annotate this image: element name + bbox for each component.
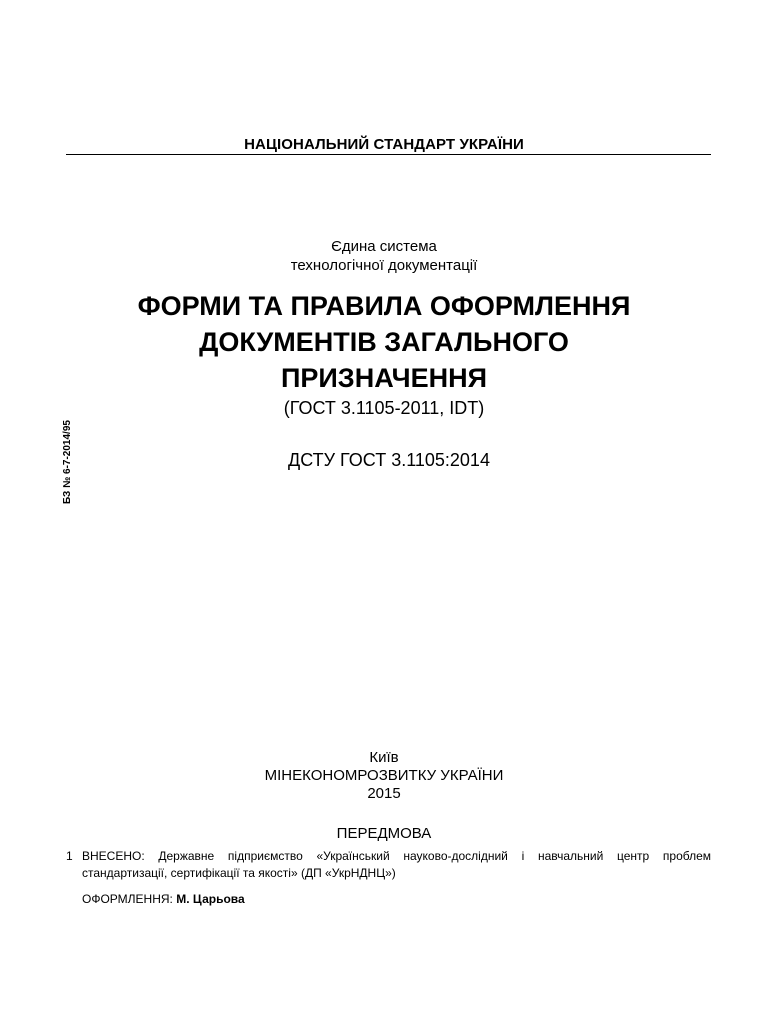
publisher-city: Київ [369, 749, 399, 766]
title-line-3: ПРИЗНАЧЕННЯ [280, 363, 488, 393]
foreword-heading: ПЕРЕДМОВА [336, 825, 432, 842]
series-line-1: Єдина система [331, 238, 437, 255]
title-line-2: ДОКУМЕНТІВ ЗАГАЛЬНОГО [199, 327, 569, 357]
series-line-2: технологічної документації [290, 257, 478, 274]
header-divider [66, 154, 711, 155]
item-text: ВНЕСЕНО: Державне підприємство «Український науково-дослідний і навчальний центр проблем стандартизації, сертифікації та якості» (ДП «УкрНДНЦ») [82, 849, 711, 880]
design-credit [82, 892, 245, 906]
publisher-block [0, 749, 768, 803]
item-number: 1 [66, 849, 73, 863]
foreword-item-1 [66, 848, 711, 882]
gost-reference: (ГОСТ 3.1105-2011, IDT) [283, 398, 485, 418]
document-title [0, 288, 768, 396]
designer-name: М. Царьова [176, 892, 245, 906]
side-registration-code: БЗ № 6-7-2014/95 [62, 420, 73, 504]
standard-type-heading: НАЦІОНАЛЬНИЙ СТАНДАРТ УКРАЇНИ [244, 136, 524, 153]
title-line-1: ФОРМИ ТА ПРАВИЛА ОФОРМЛЕННЯ [137, 291, 631, 321]
document-series [0, 237, 768, 275]
standard-identifier: ДСТУ ГОСТ 3.1105:2014 [288, 450, 490, 470]
publication-year: 2015 [367, 785, 401, 802]
publisher-organization: МІНЕКОНОМРОЗВИТКУ УКРАЇНИ [264, 767, 504, 784]
design-label: ОФОРМЛЕННЯ: [82, 892, 173, 906]
